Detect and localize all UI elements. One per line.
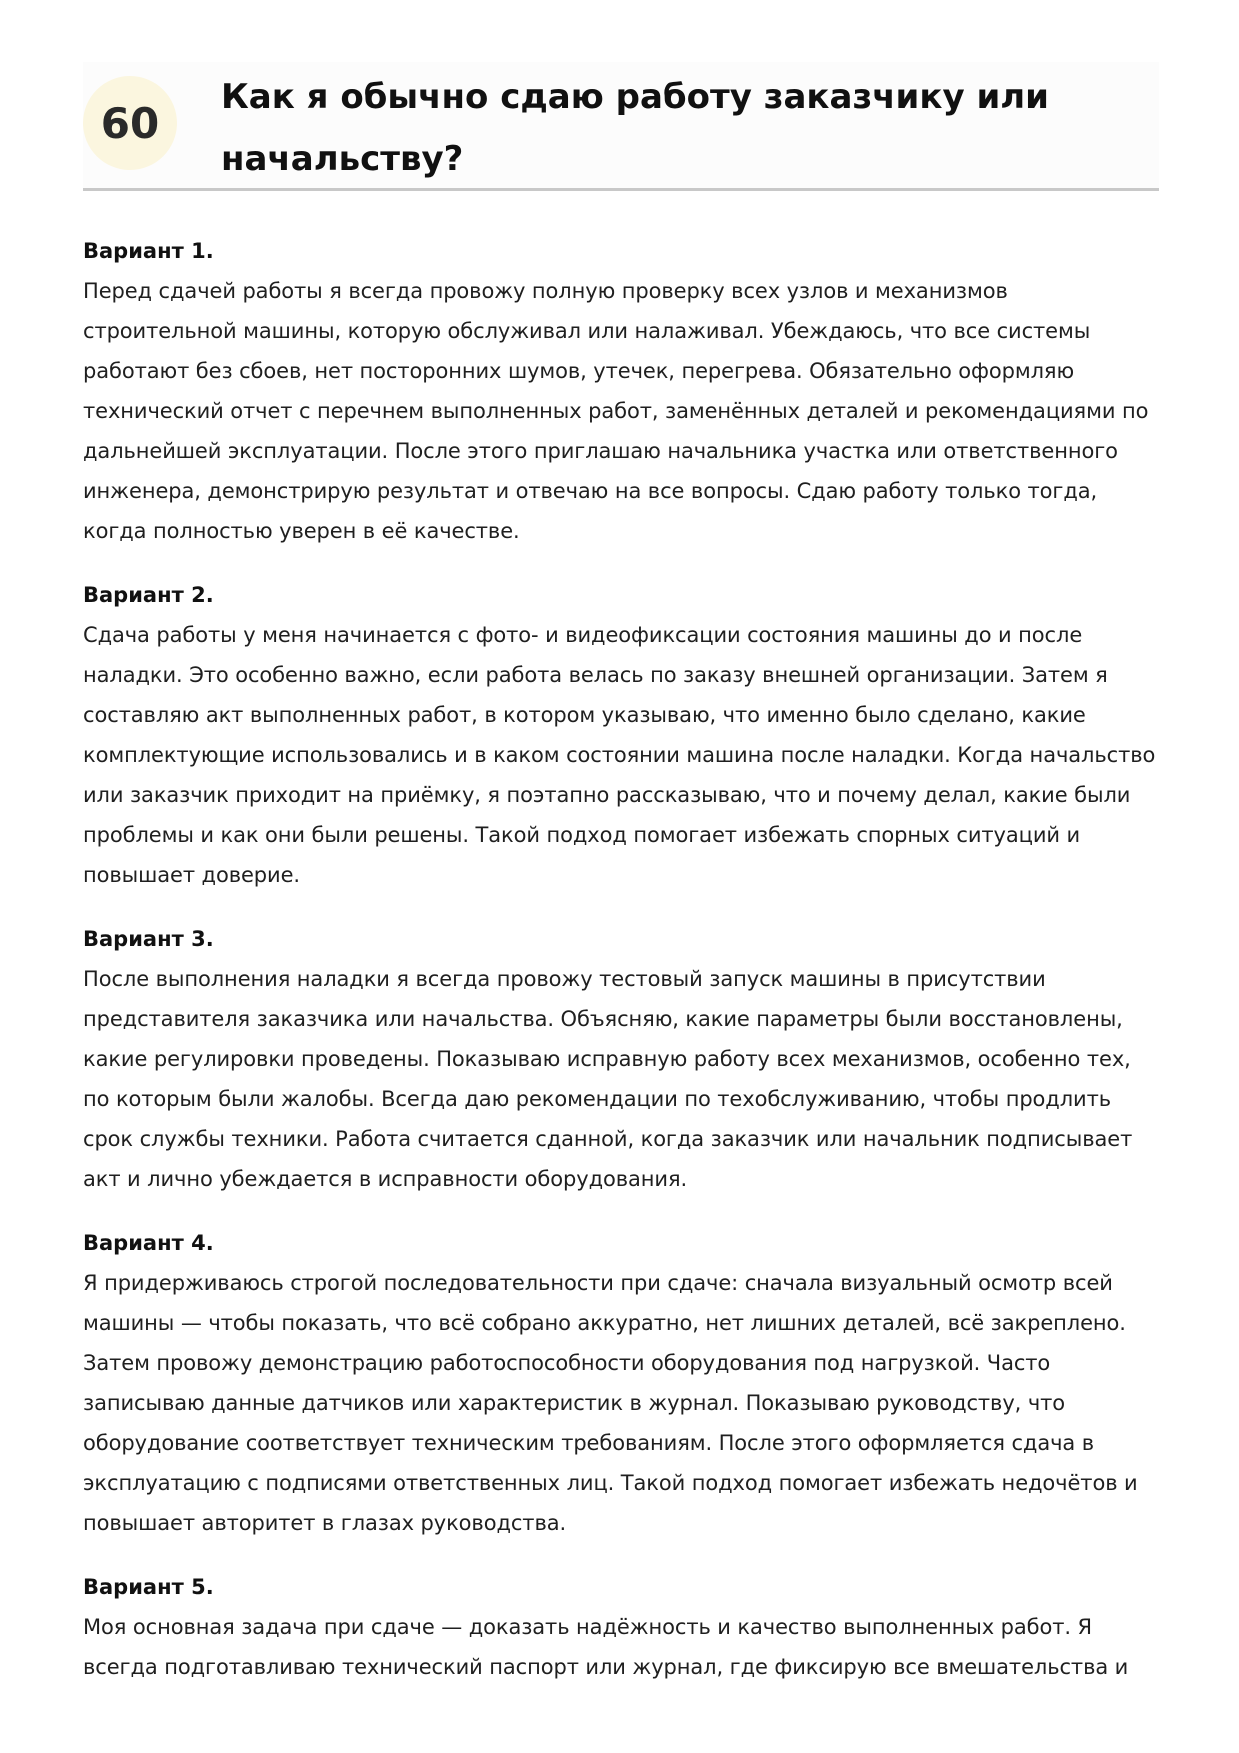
variant-text: Сдача работы у меня начинается с фото- и видеофиксации состояния машины до и после наладки. Это особенно важно, если работа велась по заказу внешней организации. Затем я составляю акт выполненных работ, в котором указываю, что именно было сделано, какие комплектующие использовались и в каком состоянии машина после наладки. Когда начальство или заказчик приходит на приёмку, я поэтапно рассказываю, что и почему делал, какие были проблемы и как они были решены. Такой подход помогает избежать спорных ситуаций и повышает доверие. — [83, 623, 1156, 887]
variant-1 — [83, 231, 1159, 551]
variant-5 — [83, 1567, 1159, 1687]
variant-2 — [83, 575, 1159, 895]
variant-heading: Вариант 4. — [83, 1231, 214, 1255]
variant-4 — [83, 1223, 1159, 1543]
variant-text: Перед сдачей работы я всегда провожу полную проверку всех узлов и механизмов строительной машины, которую обслуживал или налаживал. Убеждаюсь, что все системы работают без сбоев, нет посторонних шумов, утечек, перегрева. Обязательно оформляю технический отчет с перечнем выполненных работ, заменённых деталей и рекомендациями по дальнейшей эксплуатации. После этого приглашаю начальника участка или ответственного инженера, демонстрирую результат и отвечаю на все вопросы. Сдаю работу только тогда, когда полностью уверен в её качестве. — [83, 279, 1149, 543]
variant-heading: Вариант 5. — [83, 1575, 214, 1599]
variant-text: После выполнения наладки я всегда провожу тестовый запуск машины в присутствии представителя заказчика или начальства. Объясняю, какие параметры были восстановлены, какие регулировки проведены. Показываю исправную работу всех механизмов, особенно тех, по которым были жалобы. Всегда даю рекомендации по техобслуживанию, чтобы продлить срок службы техники. Работа считается сданной, когда заказчик или начальник подписывает акт и лично убеждается в исправности оборудования. — [83, 967, 1133, 1191]
question-number-badge: 60 — [83, 76, 177, 170]
variant-text: Моя основная задача при сдаче — доказать надёжность и качество выполненных работ. Я всегда подготавливаю технический паспорт или журнал, где фиксирую все вмешательства и — [83, 1615, 1129, 1679]
variants-list — [83, 231, 1159, 1687]
question-header — [83, 62, 1159, 191]
variant-heading: Вариант 1. — [83, 239, 214, 263]
document-page — [83, 62, 1159, 1711]
variant-text: Я придерживаюсь строгой последовательности при сдаче: сначала визуальный осмотр всей машины — чтобы показать, что всё собрано аккуратно, нет лишних деталей, всё закреплено. Затем провожу демонстрацию работоспособности оборудования под нагрузкой. Часто записываю данные датчиков или характеристик в журнал. Показываю руководству, что оборудование соответствует техническим требованиям. После этого оформляется сдача в эксплуатацию с подписями ответственных лиц. Такой подход помогает избежать недочётов и повышает авторитет в глазах руководства. — [83, 1271, 1138, 1535]
variant-heading: Вариант 3. — [83, 927, 214, 951]
variant-3 — [83, 919, 1159, 1199]
question-title: Как я обычно сдаю работу заказчику или начальству? — [221, 77, 1049, 179]
variant-heading: Вариант 2. — [83, 583, 214, 607]
